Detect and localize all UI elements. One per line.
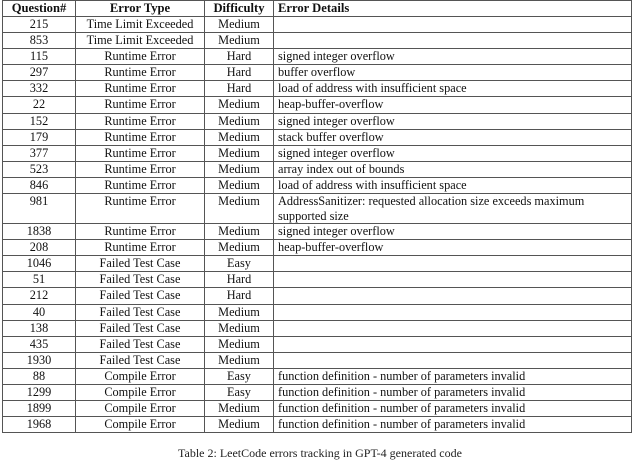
header-error-type: Error Type (76, 1, 205, 17)
cell-error-details (274, 272, 632, 288)
cell-question: 115 (3, 49, 76, 65)
cell-error-type: Runtime Error (76, 224, 205, 240)
cell-error-details: heap-buffer-overflow (274, 240, 632, 256)
table-row (3, 352, 632, 368)
cell-difficulty: Medium (205, 17, 274, 33)
table-row (3, 256, 632, 272)
table-row (3, 97, 632, 113)
header-row (3, 1, 632, 17)
cell-difficulty: Medium (205, 352, 274, 368)
table-row (3, 224, 632, 240)
cell-difficulty: Medium (205, 113, 274, 129)
cell-error-type: Failed Test Case (76, 352, 205, 368)
cell-error-type: Runtime Error (76, 161, 205, 177)
cell-question: 88 (3, 368, 76, 384)
cell-error-details (274, 17, 632, 33)
error-table (2, 0, 632, 433)
cell-difficulty: Hard (205, 49, 274, 65)
cell-difficulty: Easy (205, 384, 274, 400)
cell-error-type: Runtime Error (76, 113, 205, 129)
cell-error-type: Failed Test Case (76, 336, 205, 352)
cell-question: 138 (3, 320, 76, 336)
cell-difficulty: Hard (205, 81, 274, 97)
cell-error-type: Runtime Error (76, 145, 205, 161)
cell-difficulty: Hard (205, 288, 274, 304)
cell-error-details (274, 304, 632, 320)
header-question: Question# (3, 1, 76, 17)
cell-difficulty: Medium (205, 417, 274, 433)
cell-question: 208 (3, 240, 76, 256)
cell-question: 846 (3, 177, 76, 193)
cell-difficulty: Medium (205, 240, 274, 256)
cell-error-type: Failed Test Case (76, 320, 205, 336)
cell-difficulty: Medium (205, 161, 274, 177)
table-row (3, 17, 632, 33)
table-row (3, 33, 632, 49)
cell-error-type: Runtime Error (76, 81, 205, 97)
table-row (3, 368, 632, 384)
cell-question: 1299 (3, 384, 76, 400)
cell-question: 435 (3, 336, 76, 352)
cell-question: 51 (3, 272, 76, 288)
cell-error-details (274, 33, 632, 49)
cell-difficulty: Easy (205, 368, 274, 384)
cell-error-details: stack buffer overflow (274, 129, 632, 145)
cell-question: 152 (3, 113, 76, 129)
table-row (3, 145, 632, 161)
cell-difficulty: Medium (205, 194, 274, 224)
cell-error-details: function definition - number of parameters invalid (274, 401, 632, 417)
table-row (3, 288, 632, 304)
cell-error-details: function definition - number of parameters invalid (274, 368, 632, 384)
cell-error-type: Runtime Error (76, 194, 205, 224)
cell-error-type: Runtime Error (76, 240, 205, 256)
table-row (3, 240, 632, 256)
cell-difficulty: Medium (205, 129, 274, 145)
cell-difficulty: Hard (205, 272, 274, 288)
cell-difficulty: Hard (205, 65, 274, 81)
cell-question: 981 (3, 194, 76, 224)
table-row (3, 81, 632, 97)
table-row (3, 65, 632, 81)
cell-error-type: Compile Error (76, 401, 205, 417)
cell-error-type: Time Limit Exceeded (76, 33, 205, 49)
cell-difficulty: Medium (205, 177, 274, 193)
cell-error-details: function definition - number of parameters invalid (274, 384, 632, 400)
cell-difficulty: Medium (205, 97, 274, 113)
cell-question: 1930 (3, 352, 76, 368)
cell-error-details: heap-buffer-overflow (274, 97, 632, 113)
cell-question: 179 (3, 129, 76, 145)
cell-difficulty: Medium (205, 145, 274, 161)
cell-error-details (274, 320, 632, 336)
table-row (3, 401, 632, 417)
cell-question: 212 (3, 288, 76, 304)
cell-error-details: array index out of bounds (274, 161, 632, 177)
cell-error-details: signed integer overflow (274, 224, 632, 240)
cell-error-details: signed integer overflow (274, 145, 632, 161)
cell-error-type: Runtime Error (76, 129, 205, 145)
cell-question: 1838 (3, 224, 76, 240)
cell-question: 40 (3, 304, 76, 320)
cell-error-details: load of address with insufficient space (274, 177, 632, 193)
cell-error-type: Runtime Error (76, 97, 205, 113)
cell-question: 1968 (3, 417, 76, 433)
cell-error-details (274, 256, 632, 272)
table-body (3, 17, 632, 433)
cell-error-type: Failed Test Case (76, 288, 205, 304)
header-error-details: Error Details (274, 1, 632, 17)
cell-difficulty: Medium (205, 33, 274, 49)
cell-question: 332 (3, 81, 76, 97)
cell-error-details: buffer overflow (274, 65, 632, 81)
table-row (3, 129, 632, 145)
cell-error-type: Runtime Error (76, 49, 205, 65)
table-row (3, 272, 632, 288)
cell-question: 22 (3, 97, 76, 113)
cell-difficulty: Medium (205, 224, 274, 240)
cell-error-details: function definition - number of parameters invalid (274, 417, 632, 433)
header-difficulty: Difficulty (205, 1, 274, 17)
table-row (3, 417, 632, 433)
cell-difficulty: Easy (205, 256, 274, 272)
cell-error-details (274, 288, 632, 304)
cell-error-type: Compile Error (76, 384, 205, 400)
table-row (3, 49, 632, 65)
table-row (3, 320, 632, 336)
cell-question: 377 (3, 145, 76, 161)
cell-question: 1899 (3, 401, 76, 417)
cell-difficulty: Medium (205, 401, 274, 417)
table-row (3, 113, 632, 129)
cell-error-details: load of address with insufficient space (274, 81, 632, 97)
cell-question: 853 (3, 33, 76, 49)
cell-difficulty: Medium (205, 336, 274, 352)
table-row (3, 194, 632, 224)
cell-error-details (274, 352, 632, 368)
cell-error-type: Runtime Error (76, 65, 205, 81)
cell-error-details: signed integer overflow (274, 113, 632, 129)
cell-error-details (274, 336, 632, 352)
cell-error-details: AddressSanitizer: requested allocation size exceeds maximum supported size (274, 194, 632, 224)
table-caption: Table 2: LeetCode errors tracking in GPT-4 generated code (178, 446, 462, 460)
cell-error-type: Failed Test Case (76, 256, 205, 272)
cell-question: 297 (3, 65, 76, 81)
cell-error-type: Failed Test Case (76, 272, 205, 288)
cell-error-type: Runtime Error (76, 177, 205, 193)
table-row (3, 161, 632, 177)
cell-error-type: Failed Test Case (76, 304, 205, 320)
cell-difficulty: Medium (205, 320, 274, 336)
table-row (3, 336, 632, 352)
cell-question: 215 (3, 17, 76, 33)
cell-difficulty: Medium (205, 304, 274, 320)
cell-error-type: Compile Error (76, 417, 205, 433)
cell-question: 523 (3, 161, 76, 177)
table-row (3, 304, 632, 320)
cell-error-type: Compile Error (76, 368, 205, 384)
cell-error-type: Time Limit Exceeded (76, 17, 205, 33)
cell-error-details: signed integer overflow (274, 49, 632, 65)
table-row (3, 177, 632, 193)
cell-question: 1046 (3, 256, 76, 272)
table-row (3, 384, 632, 400)
